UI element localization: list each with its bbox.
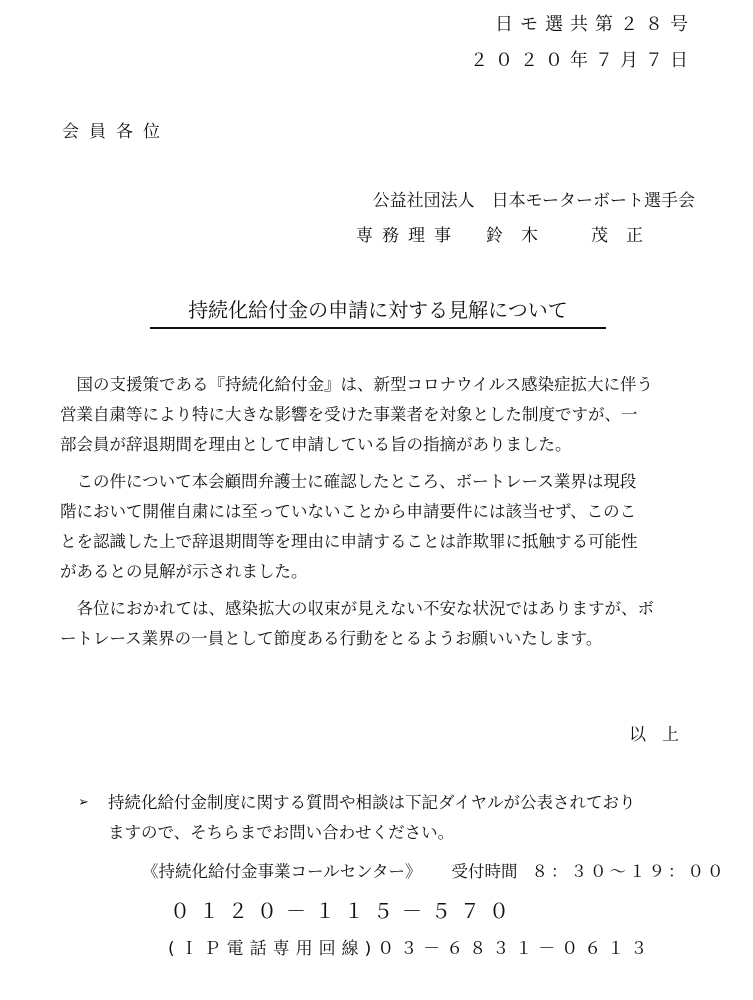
call-center-phone: ０１２０－１１５－５７０ [170, 899, 518, 923]
recipient: 会員各位 [62, 122, 170, 142]
body-line: この件について本会顧問弁護士に確認したところ、ボートレース業界は現段 [60, 472, 637, 491]
hours-value: ８：３０～１９：００ [531, 862, 727, 881]
document-title: 持続化給付金の申請に対する見解について [150, 294, 606, 329]
closing-mark: 以上 [629, 725, 695, 745]
sender-organization: 公益社団法人 日本モーターボート選手会 [372, 191, 695, 211]
sender-title: 専務理事 [356, 226, 460, 246]
ip-phone-number: (ＩＰ電話専用回線)０３－６８３１－０６１３ [168, 939, 654, 959]
notice-line: ますので、そちらまでお問い合わせください。 [108, 823, 455, 842]
document-number: 日モ選共第２８号 [495, 14, 695, 35]
notice-line: 持続化給付金制度に関する質問や相談は下記ダイヤルが公表されており [108, 793, 636, 812]
call-center-info [142, 858, 727, 882]
sender-signature-line [356, 221, 661, 246]
inquiry-notice [78, 788, 698, 848]
call-center-name: 《持続化給付金事業コールセンター》 [142, 862, 422, 881]
sender-name: 鈴木 茂正 [486, 226, 661, 246]
body-line: 部会員が辞退期間を理由として申請している旨の指摘がありました。 [60, 435, 572, 454]
body-line: 階において開催自粛には至っていないことから申請要件には該当せず、このこ [60, 502, 637, 521]
body-line: 国の支援策である『持続化給付金』は、新型コロナウイルス感染症拡大に伴う [60, 375, 654, 394]
body-line: 各位におかれては、感染拡大の収束が見えない不安な状況ではありますが、ボ [60, 599, 654, 618]
hours-label: 受付時間 [451, 862, 518, 881]
document-date: ２０２０年７月７日 [470, 50, 695, 71]
body-line: 営業自粛等により特に大きな影響を受けた事業者を対象とした制度ですが、一 [60, 405, 638, 424]
body-line: があるとの見解が示されました。 [60, 562, 308, 581]
body-text [60, 370, 696, 654]
body-line: ートレース業界の一員として節度ある行動をとるようお願いいたします。 [60, 629, 603, 648]
arrow-bullet-icon: ➢ [78, 795, 89, 810]
body-line: とを認識した上で辞退期間等を理由に申請することは詐欺罪に抵触する可能性 [60, 532, 638, 551]
